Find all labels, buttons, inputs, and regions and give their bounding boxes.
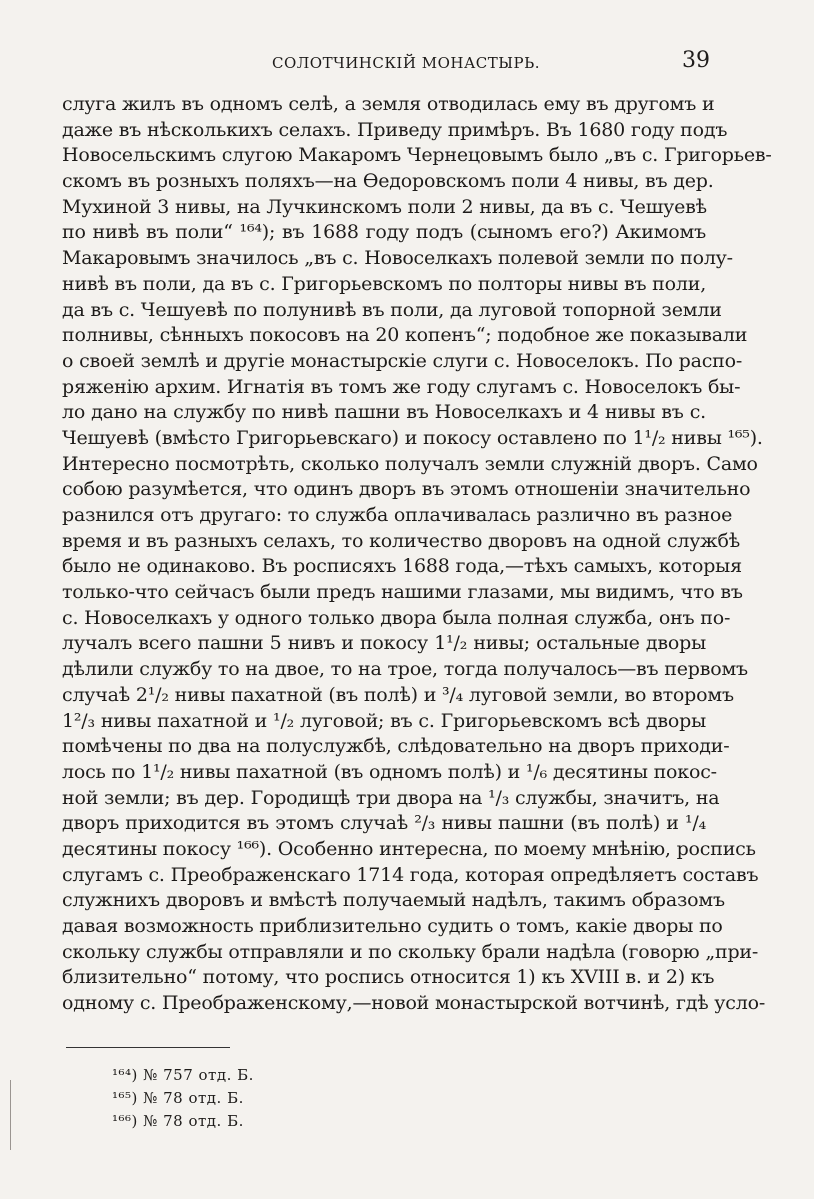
text-line: даже въ нѣсколькихъ селахъ. Приведу примѣръ. Въ 1680 году подъ — [62, 118, 728, 141]
footnote-166: ¹⁶⁶) № 78 отд. Б. — [112, 1112, 244, 1130]
footnote-164: ¹⁶⁴) № 757 отд. Б. — [112, 1066, 254, 1084]
text-line: слуга жилъ въ одномъ селѣ, а земля отводилась ему въ другомъ и — [62, 93, 715, 115]
footnote-divider — [66, 1047, 230, 1048]
text-line: Интересно посмотрѣть, сколько получалъ земли служній дворъ. Само — [62, 452, 758, 475]
text-line: дѣлили службу то на двое, то на трое, тогда получалось—въ первомъ — [62, 658, 748, 681]
text-line: только-что сейчасъ были предъ нашими глазами, мы видимъ, что въ — [62, 581, 743, 604]
text-line: десятины покосу ¹⁶⁶). Особенно интересна, по моему мнѣнію, роспись — [62, 837, 756, 860]
page-edge-mark — [10, 1080, 11, 1150]
text-line: ряженію архим. Игнатія въ томъ же году слугамъ с. Новоселокъ бы- — [62, 375, 741, 398]
text-line: служнихъ дворовъ и вмѣстѣ получаемый надѣлъ, такимъ образомъ — [62, 889, 725, 912]
text-line: время и въ разныхъ селахъ, то количество дворовъ на одной службѣ — [62, 529, 740, 552]
text-line: слугамъ с. Преображенскаго 1714 года, которая опредѣляетъ составъ — [62, 863, 759, 886]
text-line: давая возможность приблизительно судить о томъ, какіе дворы по — [62, 915, 723, 937]
text-line: ло дано на службу по нивѣ пашни въ Новоселкахъ и 4 нивы въ с. — [62, 401, 706, 424]
body-text — [62, 92, 772, 1017]
text-line: лось по 1¹/₂ нивы пахатной (въ одномъ полѣ) и ¹/₆ десятины покос- — [62, 760, 717, 783]
text-line: Макаровымъ значилось „въ с. Новоселкахъ полевой земли по полу- — [62, 247, 733, 270]
text-line: одному с. Преображенскому,—новой монастырской вотчинѣ, гдѣ усло- — [62, 992, 766, 1015]
text-line: да въ с. Чешуевѣ по полунивѣ въ поли, да луговой топорной земли — [62, 298, 722, 321]
text-line: помѣчены по два на полуслужбѣ, слѣдовательно на дворъ приходи- — [62, 735, 730, 758]
page-number: 39 — [682, 48, 710, 73]
footnote-165: ¹⁶⁵) № 78 отд. Б. — [112, 1089, 244, 1107]
text-line: 1²/₃ нивы пахатной и ¹/₂ луговой; въ с. Григорьевскомъ всѣ дворы — [62, 709, 706, 732]
text-line: скомъ въ розныхъ поляхъ—на Ѳедоровскомъ поли 4 нивы, въ дер. — [62, 170, 714, 193]
text-line: было не одинаково. Въ росписяхъ 1688 года,—тѣхъ самыхъ, которыя — [62, 555, 742, 578]
text-line: по нивѣ въ поли“ ¹⁶⁴); въ 1688 году подъ (сыномъ его?) Акимомъ — [62, 221, 706, 244]
text-line: Мухиной 3 нивы, на Лучкинскомъ поли 2 нивы, да въ с. Чешуевѣ — [62, 195, 707, 218]
text-line: Новосельскимъ слугою Макаромъ Чернецовымъ было „въ с. Григорьев- — [62, 144, 772, 167]
text-line: близительно“ потому, что роспись относится 1) къ XVIII в. и 2) къ — [62, 966, 715, 989]
text-line: с. Новоселкахъ у одного только двора была полная служба, онъ по- — [62, 606, 731, 629]
text-line: ной земли; въ дер. Городищѣ три двора на ¹/₃ службы, значитъ, на — [62, 786, 720, 809]
text-line: скольку службы отправляли и по скольку брали надѣла (говорю „при- — [62, 940, 759, 963]
page-header — [62, 48, 710, 78]
text-line: лучалъ всего пашни 5 нивъ и покосу 1¹/₂ нивы; остальные дворы — [62, 632, 706, 655]
text-line: случаѣ 2¹/₂ нивы пахатной (въ полѣ) и ³/₄ луговой земли, во второмъ — [62, 683, 734, 706]
text-line: собою разумѣется, что одинъ дворъ въ этомъ отношеніи значительно — [62, 478, 751, 501]
footnotes — [112, 1064, 254, 1133]
text-line: Чешуевѣ (вмѣсто Григорьевскаго) и покосу оставлено по 1¹/₂ нивы ¹⁶⁵). — [62, 426, 763, 449]
text-line: разнился отъ другаго: то служба оплачивалась различно въ разное — [62, 504, 733, 526]
text-line: полнивы, сѣнныхъ покосовъ на 20 копенъ“; подобное же показывали — [62, 324, 748, 347]
text-line: дворъ приходится въ этомъ случаѣ ²/₃ нивы пашни (въ полѣ) и ¹/₄ — [62, 812, 706, 835]
text-line: о своей землѣ и другіе монастырскіе слуги с. Новоселокъ. По распо- — [62, 349, 743, 372]
running-title: СОЛОТЧИНСКІЙ МОНАСТЫРЬ. — [272, 54, 541, 72]
text-line: нивѣ въ поли, да въ с. Григорьевскомъ по полторы нивы въ поли, — [62, 272, 707, 295]
